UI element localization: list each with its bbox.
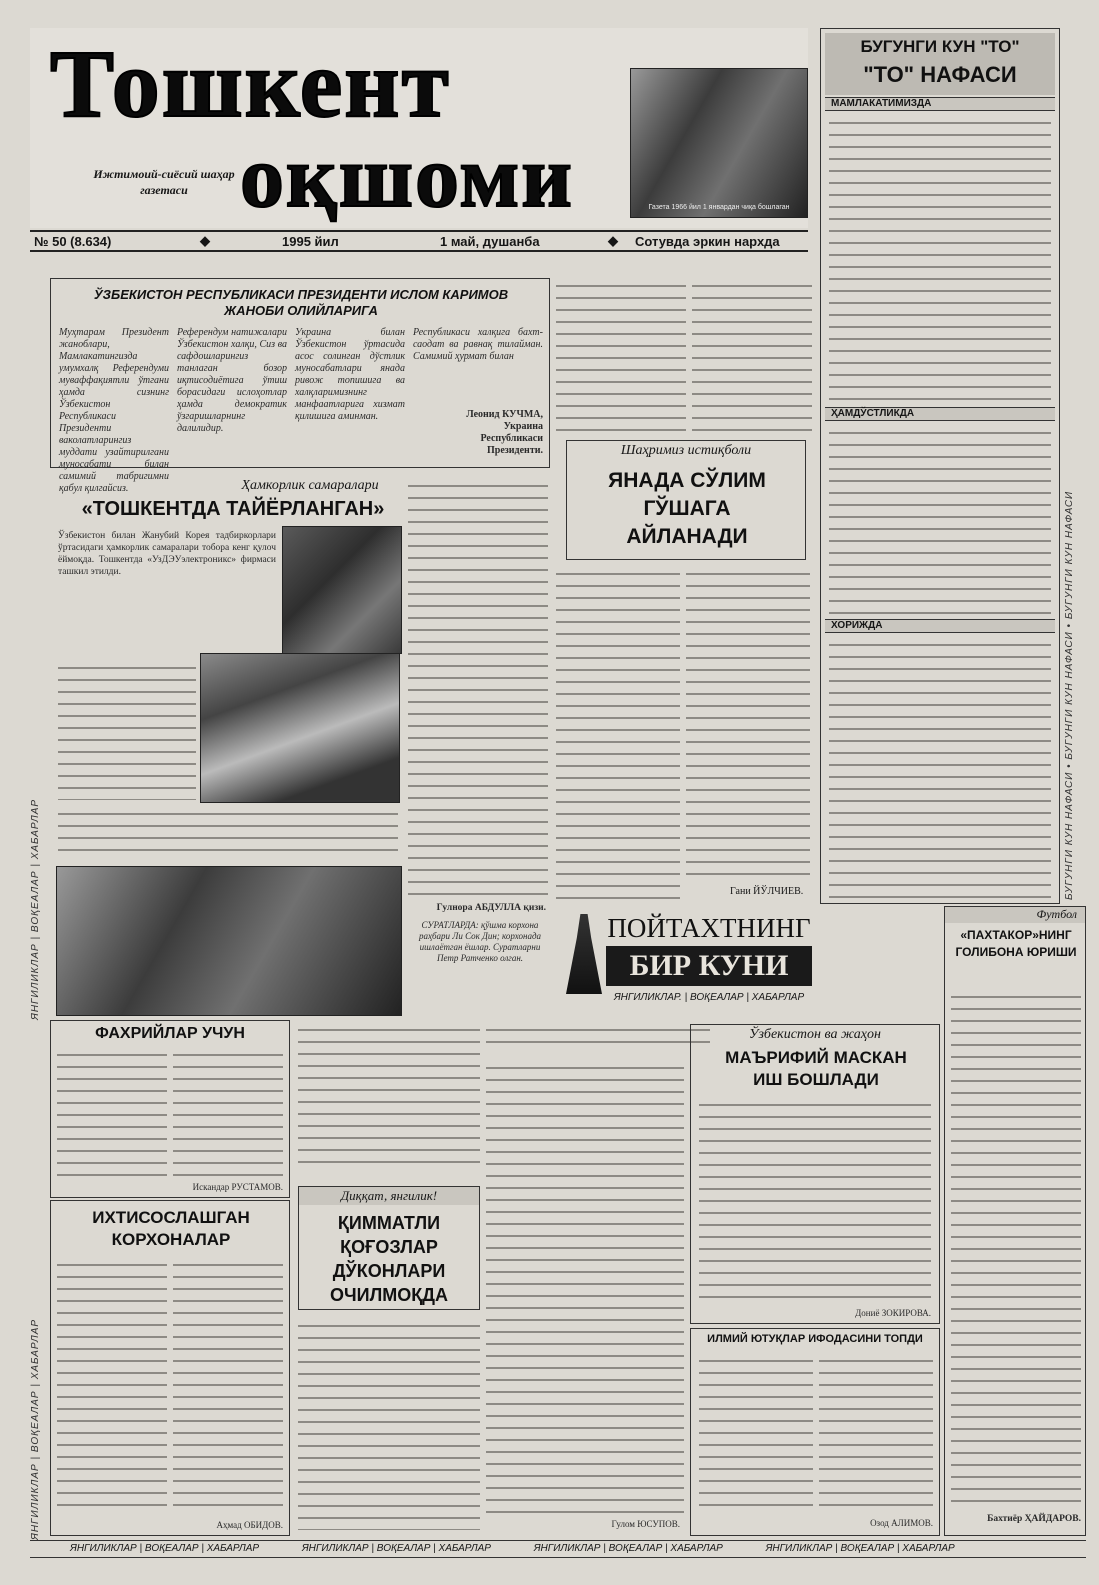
veterans-article	[50, 1020, 290, 1198]
column-text	[699, 1353, 813, 1513]
assembly-line-photo	[200, 653, 400, 803]
securities-author: Гулом ЮСУПОВ.	[611, 1519, 680, 1529]
masthead-title-line1: Тошкент	[50, 30, 451, 137]
section-xorijda: ХОРИЖДА	[825, 619, 1055, 633]
enlightenment-title: МАЪРИФИЙ МАСКАН ИШ БОШЛАДИ	[725, 1048, 907, 1089]
issue-bar	[30, 230, 808, 252]
column-text	[408, 478, 548, 898]
letter-col4: Республикаси халқига бахт-саодат ва равнақ тилайман. Самимий ҳурмат билан	[413, 327, 543, 362]
securities-column-text	[298, 1318, 480, 1530]
breath-column	[820, 28, 1060, 904]
cooperation-photo-caption: СУРАТЛАРДА: қўшма корхона раҳбари Ли Сок Дин; корхонада ишлаётган ёшлар. Суратларни Петр Ратченко олган.	[418, 920, 542, 963]
issue-number: № 50 (8.634)	[34, 234, 112, 249]
securities-headline-box	[298, 1186, 480, 1310]
column-text	[692, 278, 812, 438]
breath-text-block	[829, 425, 1051, 615]
left-side-strip-lower: ЯНГИЛИКЛАР | ВОҚЕАЛАР | ХАБАРЛАР	[30, 1318, 41, 1540]
diamond-icon: ◆	[608, 233, 618, 248]
column-text	[556, 278, 686, 438]
securities-title: ҚИММАТЛИ ҚОҒОЗЛАР ДЎКОНЛАРИ ОЧИЛМОҚДА	[329, 1213, 449, 1305]
breath-header	[825, 33, 1055, 95]
breath-text-block	[829, 637, 1051, 899]
capital-day-title-line1: ПОЙТАХТНИНГ	[607, 913, 811, 943]
column-text	[699, 1097, 931, 1301]
football-kicker: Футбол	[945, 907, 1085, 923]
capital-day-banner	[566, 906, 812, 1016]
strip-segment: ЯНГИЛИКЛАР | ВОҚЕАЛАР | ХАБАРЛАР	[70, 1543, 260, 1554]
city-future-kicker: Шаҳримиз истиқболи	[620, 443, 752, 458]
masthead-subtitle: Ижтимоий-сиёсий шаҳар газетаси	[93, 167, 235, 197]
enlightenment-author: Дониё ЗОКИРОВА.	[855, 1308, 931, 1318]
city-future-author: Гани ЙЎЛЧИЕВ.	[730, 886, 804, 897]
securities-column-text	[298, 1022, 480, 1172]
enlightenment-kicker: Ўзбекистон ва жаҳон	[749, 1027, 881, 1042]
securities-column-text	[486, 1060, 684, 1516]
column-text	[57, 1047, 167, 1177]
capital-day-title-line2: БИР КУНИ	[606, 946, 812, 986]
city-future-box	[566, 440, 806, 560]
city-future-title: ЯНАДА СЎЛИМ ГЎШАГА АЙЛАНАДИ	[608, 469, 766, 548]
tashkent-skyline-photo	[630, 68, 808, 218]
diamond-icon: ◆	[200, 233, 210, 248]
director-portrait-photo	[282, 526, 402, 654]
issue-year: 1995 йил	[282, 234, 339, 249]
football-article	[944, 906, 1086, 1536]
section-hamdustlikda: ҲАМДЎСТЛИКДА	[825, 407, 1055, 421]
cooperation-article	[50, 478, 550, 1018]
masthead-photo-caption: Газета 1966 йил 1 январдан чиқа бошлаган	[648, 204, 790, 211]
football-author: Бахтиёр ҲАЙДАРОВ.	[987, 1514, 1081, 1524]
column-text	[173, 1257, 283, 1513]
capital-day-subtitle: ЯНГИЛИКЛАР. | ВОҚЕАЛАР | ХАБАРЛАР	[613, 992, 805, 1003]
strip-segment: ЯНГИЛИКЛАР | ВОҚЕАЛАР | ХАБАРЛАР	[301, 1543, 491, 1554]
specialized-article	[50, 1200, 290, 1536]
column-text	[57, 1257, 167, 1513]
right-side-strip: БУГУНГИ КУН НАФАСИ • БУГУНГИ КУН НАФАСИ • БУГУНГИ КУН НАФАСИ	[1064, 490, 1075, 900]
breath-title-line1: БУГУНГИ КУН "ТО"	[860, 37, 1020, 56]
letter-signature: Леонид КУЧМА, Украина Республикаси Президенти.	[466, 409, 543, 456]
specialized-author: Аҳмад ОБИДОВ.	[216, 1520, 283, 1530]
securities-column-text	[486, 1022, 710, 1052]
letter-col3: Украина билан Ўзбекистон ўртасида асос солинган дўстлик муносабатлари янада ривож топишига ва халқларимизнинг манфаатларига хизмат қилишига аминман.	[295, 327, 405, 422]
section-mamlakatimizda: МАМЛАКАТИМИЗДА	[825, 97, 1055, 111]
letter-title: ЎЗБЕКИСТОН РЕСПУБЛИКАСИ ПРЕЗИДЕНТИ ИСЛОМ КАРИМОВ ЖАНОБИ ОЛИЙЛАРИГА	[93, 287, 509, 318]
issue-date: 1 май, душанба	[440, 234, 540, 249]
column-text	[686, 566, 810, 884]
column-text	[58, 660, 196, 800]
specialized-title: ИХТИСОСЛАШГАН КОРХОНАЛАР	[92, 1208, 250, 1249]
column-text	[173, 1047, 283, 1177]
cooperation-author: Гулнора АБДУЛЛА қизи.	[436, 903, 546, 913]
veterans-author: Искандар РУСТАМОВ.	[192, 1182, 283, 1192]
issue-price: Сотувда эркин нархда	[635, 234, 780, 249]
cooperation-title: «ТОШКЕНТДА ТАЙЁРЛАНГАН»	[81, 498, 385, 520]
column-text	[58, 806, 398, 860]
column-text	[819, 1353, 933, 1513]
enlightenment-article	[690, 1024, 940, 1324]
bottom-strip	[30, 1540, 1086, 1558]
column-text	[951, 989, 1081, 1503]
science-author: Озод АЛИМОВ.	[870, 1518, 933, 1528]
tower-icon	[566, 914, 602, 994]
cooperation-kicker: Ҳамкорлик самаралари	[241, 478, 379, 493]
securities-kicker: Диққат, янгилик!	[299, 1187, 479, 1205]
science-article	[690, 1328, 940, 1536]
masthead-title-line2: оқшоми	[240, 129, 574, 226]
letter-col2: Референдум натижалари Ўзбекистон халқи, Сиз ва сафдошларингиз танлаган бозор иқтисодиётига ўтиш борасидаги ислоҳотлар ҳамда демократик ўзгаришларнинг далилидир.	[177, 327, 287, 434]
letter-col1: Муҳтарам Президент жаноблари, Мамлакатингизда умумхалқ Референдуми муваффақиятли ўтгани ҳамда сизнинг Ўзбекистон Республикаси Президенти ваколатларингиз муддати узайтирилгани муносабати билан самимий табригимни қабул қилгайсиз.	[59, 327, 169, 494]
science-title: ИЛМИЙ ЮТУҚЛАР ИФОДАСИНИ ТОПДИ	[707, 1333, 923, 1345]
strip-segment: ЯНГИЛИКЛАР | ВОҚЕАЛАР | ХАБАРЛАР	[533, 1543, 723, 1554]
breath-text-block	[829, 115, 1051, 403]
veterans-title: ФАХРИЙЛАР УЧУН	[95, 1025, 245, 1042]
breath-title-line2: "ТО" НАФАСИ	[863, 62, 1017, 87]
cooperation-intro: Ўзбекистон билан Жанубий Корея тадбиркорлари ўртасидаги ҳамкорлик самаралари тобора кенг қулоч ёймоқда. Тошкентда «УзДЭУэлектроникс» фирмаси ташкил этилди.	[58, 531, 276, 577]
column-text	[556, 566, 680, 902]
strip-segment: ЯНГИЛИКЛАР | ВОҚЕАЛАР | ХАБАРЛАР	[765, 1543, 955, 1554]
left-side-strip: ЯНГИЛИКЛАР | ВОҚЕАЛАР | ХАБАРЛАР	[30, 798, 41, 1020]
workers-photo	[56, 866, 402, 1016]
football-title: «ПАХТАКОР»НИНГ ГОЛИБОНА ЮРИШИ	[955, 928, 1077, 959]
masthead	[30, 28, 808, 228]
